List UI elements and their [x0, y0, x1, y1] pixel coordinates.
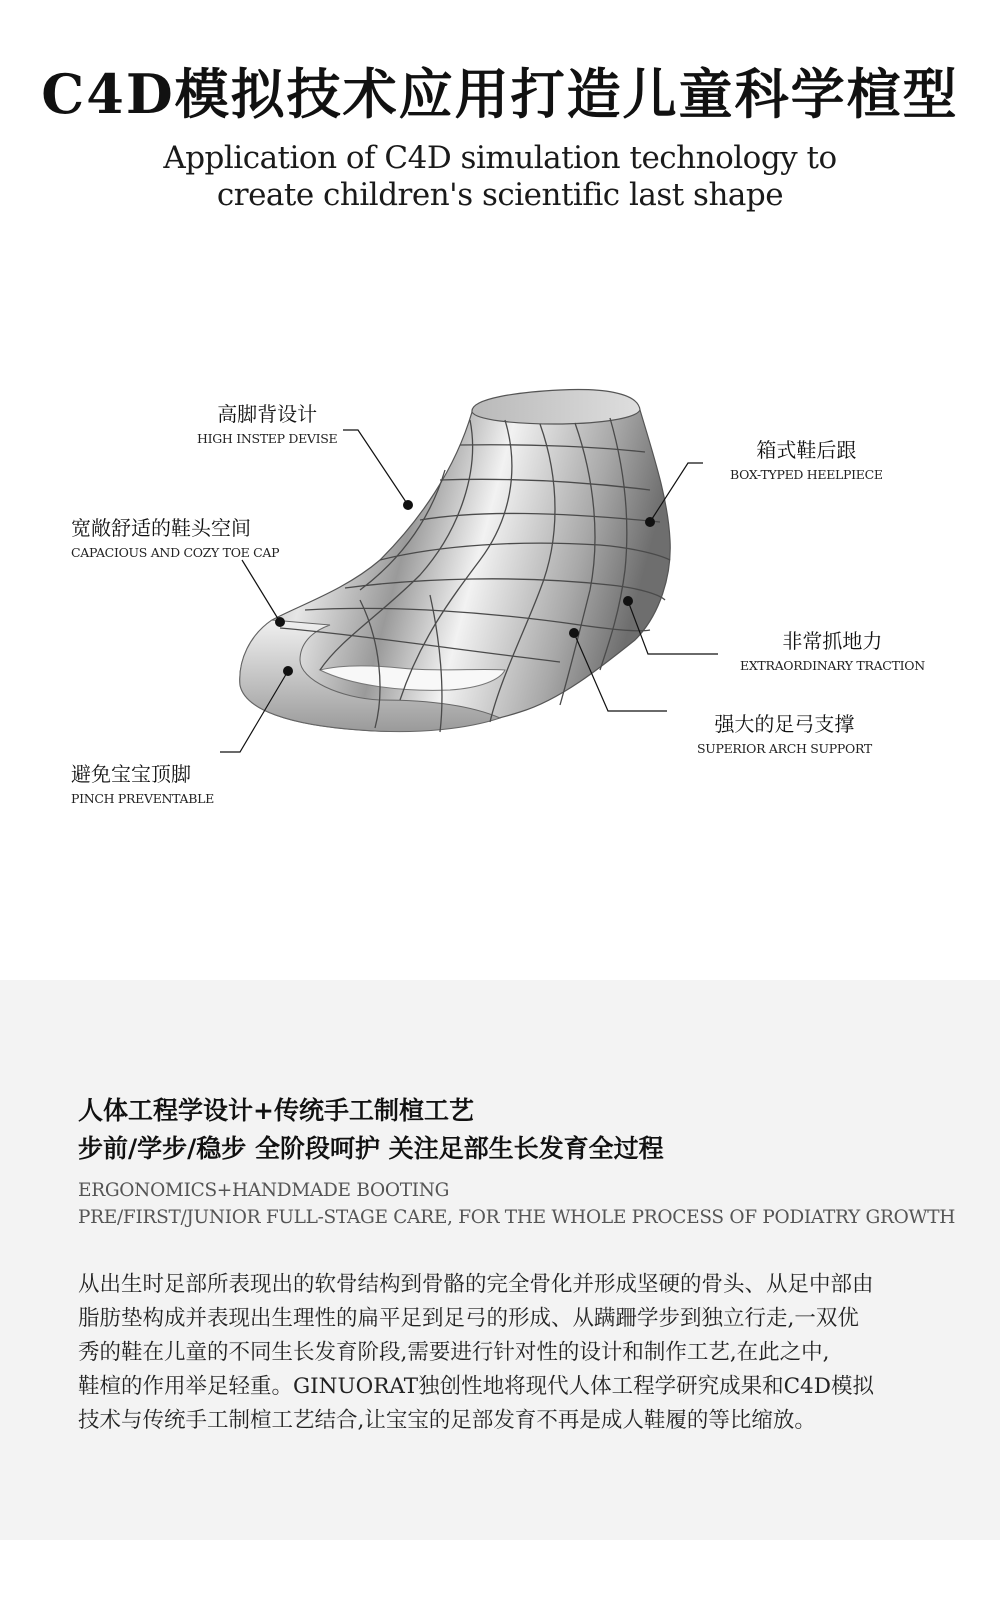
feature-label-zh: 高脚背设计	[217, 402, 318, 426]
dot-arch	[569, 628, 579, 638]
feature-label-zh: 箱式鞋后跟	[756, 438, 857, 462]
feature-label-en: CAPACIOUS AND COZY TOE CAP	[71, 545, 280, 560]
feature-high-instep	[197, 398, 337, 446]
dot-high-instep	[403, 500, 413, 510]
feature-label-en: SUPERIOR ARCH SUPPORT	[697, 741, 872, 756]
leader-high-instep	[343, 430, 408, 505]
feature-arch-support	[697, 708, 872, 756]
feature-label-zh: 非常抓地力	[782, 629, 883, 653]
feature-label-en: BOX-TYPED HEELPIECE	[730, 467, 883, 482]
feature-pinch-preventable	[71, 758, 214, 806]
body-line: 技术与传统手工制楦工艺结合,让宝宝的足部发育不再是成人鞋履的等比缩放。	[78, 1408, 816, 1433]
section-heading	[78, 1092, 664, 1168]
feature-label-zh: 宽敞舒适的鞋头空间	[71, 516, 251, 540]
feature-label-en: EXTRAORDINARY TRACTION	[740, 658, 925, 673]
dot-toe-cap	[275, 617, 285, 627]
body-line: 从出生时足部所表现出的软骨结构到骨骼的完全骨化并形成坚硬的骨头、从足中部由	[78, 1272, 874, 1297]
section-sub-line-1: ERGONOMICS+HANDMADE BOOTING	[78, 1180, 450, 1201]
section-heading-line-1: 人体工程学设计+传统手工制楦工艺	[78, 1096, 474, 1125]
feature-heelpiece	[730, 434, 883, 482]
feature-label-zh: 强大的足弓支撑	[714, 712, 855, 736]
dot-heelpiece	[645, 517, 655, 527]
feature-traction	[740, 625, 925, 673]
subtitle-line-1: Application of C4D simulation technology to	[163, 140, 837, 176]
page-title: C4D模拟技术应用打造儿童科学楦型	[41, 62, 959, 126]
subtitle-line-2: create children's scientific last shape	[216, 177, 784, 213]
dot-traction	[623, 596, 633, 606]
body-line: 秀的鞋在儿童的不同生长发育阶段,需要进行针对性的设计和制作工艺,在此之中,	[78, 1340, 830, 1365]
body-line: 脂肪垫构成并表现出生理性的扁平足到足弓的形成、从蹒跚学步到独立行走,一双优	[78, 1306, 859, 1331]
section-sub-line-2: PRE/FIRST/JUNIOR FULL-STAGE CARE, FOR THE WHOLE PROCESS OF PODIATRY GROWTH	[78, 1207, 956, 1228]
leader-toe-cap	[242, 560, 280, 622]
feature-label-zh: 避免宝宝顶脚	[71, 762, 191, 786]
feature-label-en: PINCH PREVENTABLE	[71, 791, 214, 806]
section-body	[78, 1268, 958, 1438]
section-subheading	[78, 1177, 955, 1231]
dot-pinch	[283, 666, 293, 676]
description-section	[0, 980, 1000, 1540]
feature-label-en: HIGH INSTEP DEVISE	[197, 431, 338, 446]
last-top-cap	[472, 390, 640, 424]
body-line: 鞋楦的作用举足轻重。GINUORAT独创性地将现代人体工程学研究成果和C4D模拟	[78, 1374, 874, 1399]
feature-toe-cap	[71, 512, 279, 560]
section-heading-line-2: 步前/学步/稳步 全阶段呵护 关注足部生长发育全过程	[78, 1134, 664, 1163]
